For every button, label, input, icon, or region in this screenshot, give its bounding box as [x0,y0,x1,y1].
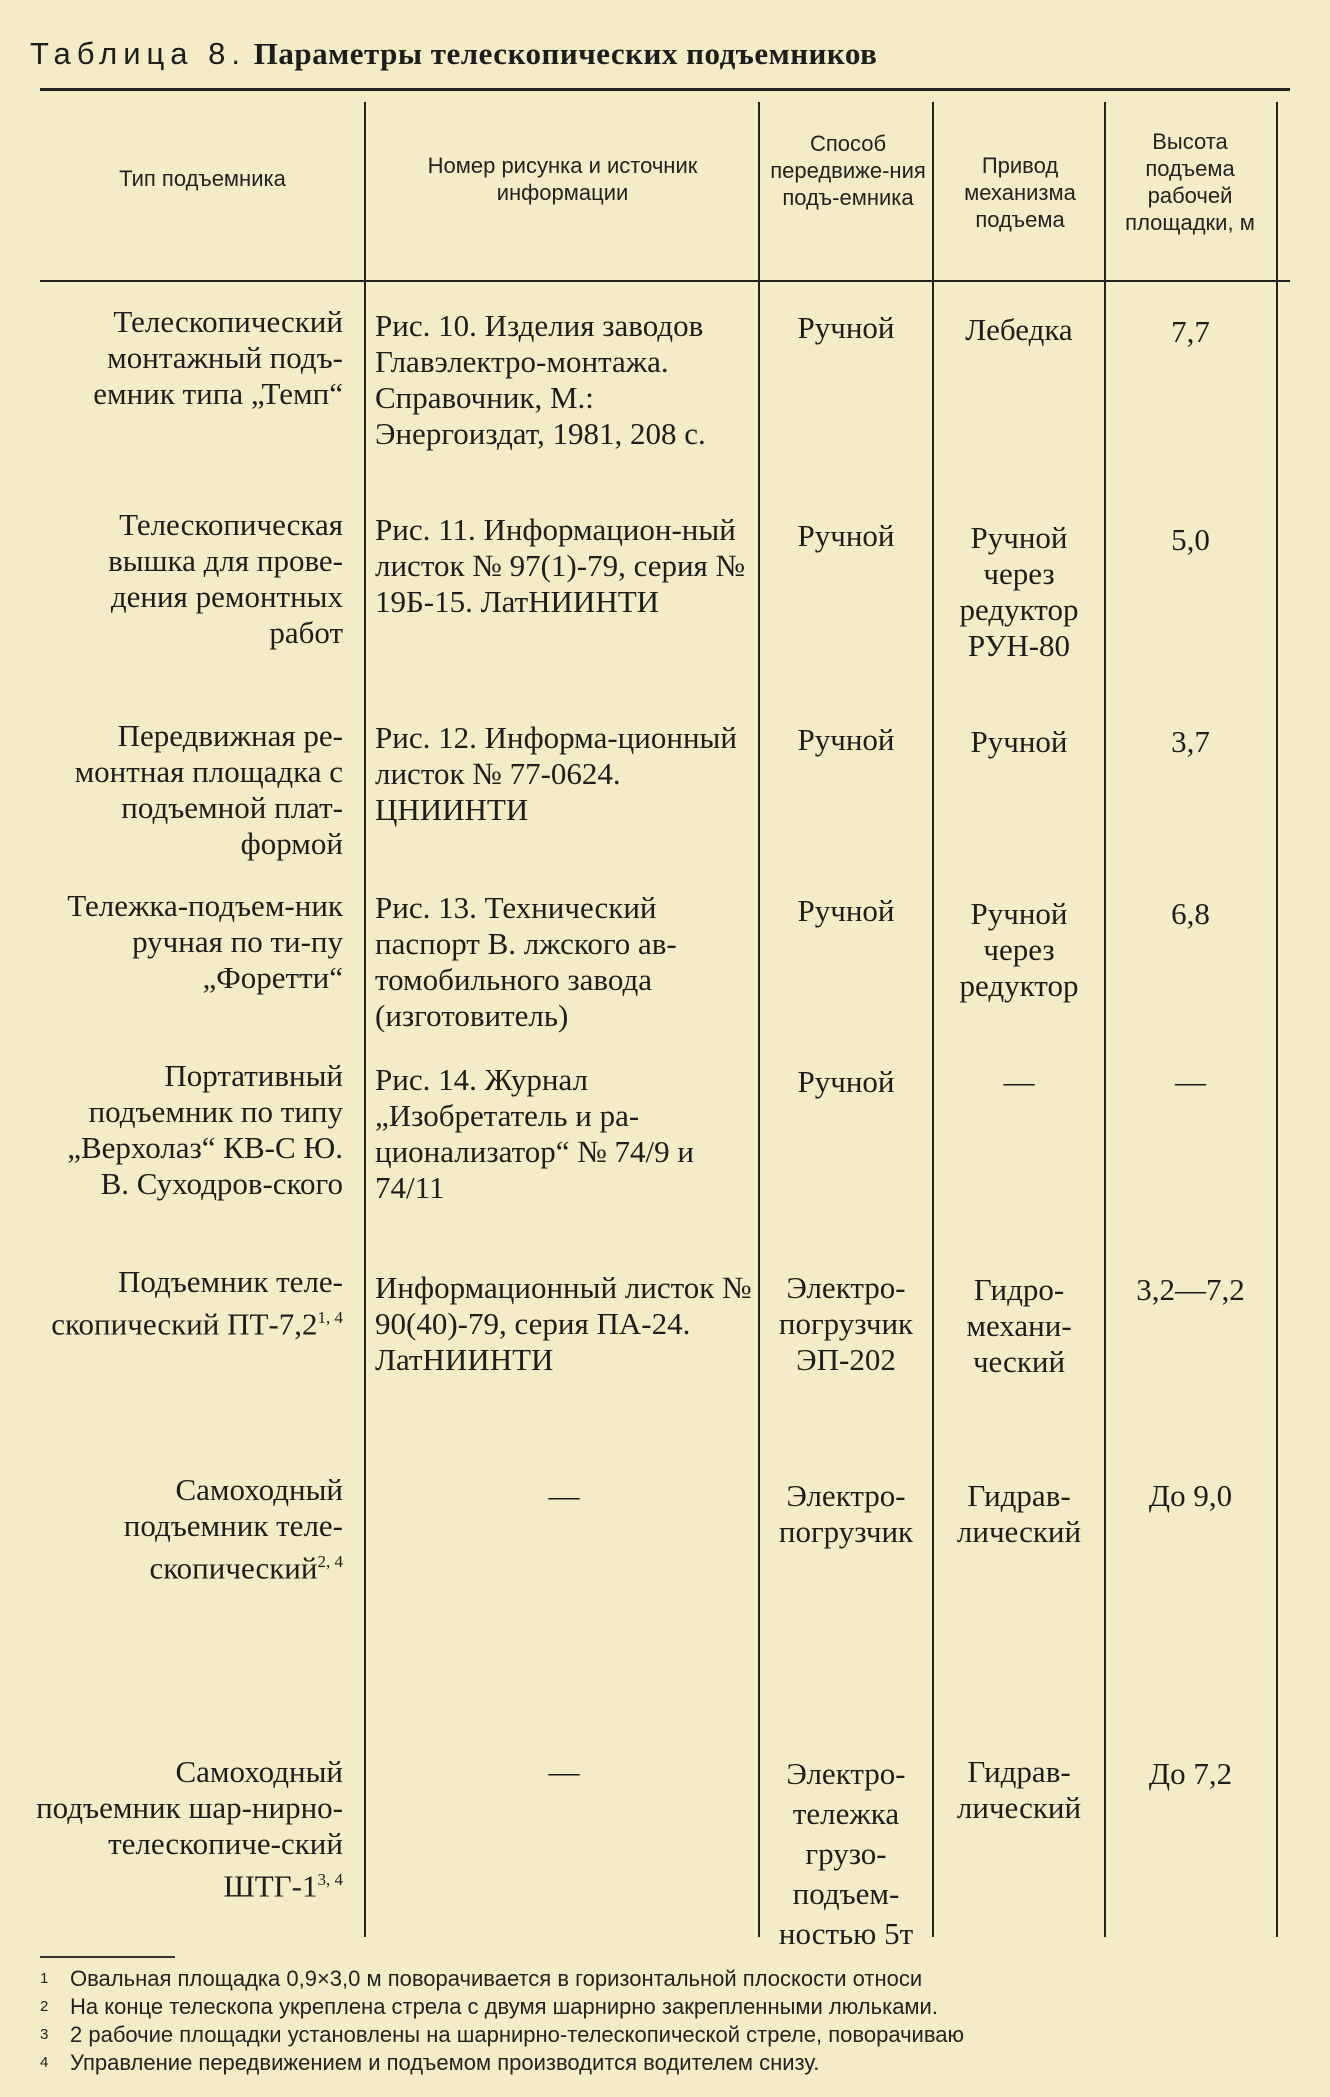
header-drive: Привод механизма подъема [964,153,1076,232]
row-4-type: Тележка-подъем-ник ручная по ти-пу „Форетти“ [67,888,343,995]
row-2-movement: Ручной [797,518,895,553]
row-4-height: 6,8 [1171,896,1210,931]
table-caption: Параметры телескопических подъемников [253,36,878,71]
row-8-type-text: Самоходный подъемник шар-нирно-телескопиче-ский ШТГ-1 [36,1754,343,1904]
row-5-movement: Ручной [797,1064,895,1099]
row-7-type [35,1472,345,1586]
row-4-movement: Ручной [797,893,895,928]
table-number: Таблица 8. [30,36,247,71]
row-3-movement: Ручной [797,722,895,757]
row-4-source: Рис. 13. Технический паспорт В. лжского ав-томобильного завода (изготовитель) [375,890,677,1033]
row-7-height: До 9,0 [1148,1478,1233,1513]
header-type: Тип подъемника [119,166,286,191]
footnote-rule [40,1956,175,1958]
footnote [40,1993,1320,2021]
footnote [40,2021,1320,2049]
row-6-height: 3,2—7,2 [1136,1272,1245,1307]
row-5-type: Портативный подъемник по типу „Верхолаз“ КВ-С Ю. В. Суходров-ского [67,1058,343,1201]
row-7-source: — [548,1478,580,1513]
row-8-movement: Электро-тележка грузо-подъем-ностью 5т [778,1756,914,1951]
row-3-type: Передвижная ре-монтная площадка с подъемной плат-формой [74,718,343,861]
row-8-drive: Гидрав-лический [956,1754,1082,1825]
row-6-source: Информационный листок № 90(40)-79, серия ПА-24. ЛатНИИНТИ [375,1270,752,1377]
row-5-drive: — [1003,1064,1035,1099]
row-3-drive: Ручной [970,724,1068,759]
row-8-footnote-ref: 3, 4 [317,1870,343,1889]
row-7-footnote-ref: 2, 4 [317,1552,343,1571]
row-8-type [35,1754,345,1904]
column-divider [932,102,934,1937]
row-6-footnote-ref: 1, 4 [317,1308,343,1327]
header-movement: Способ передвиже-ния подъ-емника [770,131,926,210]
row-1-drive: Лебедка [965,312,1073,347]
row-3-source: Рис. 12. Информа-ционный листок № 77-0624. ЦНИИНТИ [375,720,737,827]
table-top-rule [40,88,1290,91]
row-7-drive: Гидрав-лический [956,1478,1082,1549]
row-7-movement: Электро-погрузчик [778,1478,914,1549]
column-divider [364,102,366,1937]
row-6-drive: Гидро-механи-ческий [966,1272,1072,1379]
row-1-height: 7,7 [1171,314,1210,349]
row-5-height: — [1175,1064,1206,1099]
row-2-type: Телескопическая вышка для прове-дения ремонтных работ [108,507,343,650]
row-1-source: Рис. 10. Изделия заводов Главэлектро-монтажа. Справочник, М.: Энергоиздат, 1981, 208 с. [375,308,706,451]
footnote [40,1965,1320,1993]
row-8-height: До 7,2 [1148,1756,1233,1791]
column-divider [1276,102,1278,1937]
row-8-source: — [548,1754,580,1789]
row-6-type [35,1264,345,1342]
table-title [30,36,877,72]
row-6-movement: Электро-погрузчик ЭП-202 [778,1270,914,1377]
header-bottom-rule [40,280,1290,282]
footnote-text: Овальная площадка 0,9×3,0 м поворачивается в горизонтальной плоскости относи [70,1966,923,1991]
footnote-mark: 2 [40,1998,49,2015]
row-2-height: 5,0 [1171,522,1210,557]
footnote-mark: 4 [40,2054,49,2071]
header-source: Номер рисунка и источник информации [427,153,698,205]
footnote-mark: 1 [40,1970,49,1987]
footnote [40,2049,1320,2077]
column-divider [1104,102,1106,1937]
row-2-source: Рис. 11. Информацион-ный листок № 97(1)-79, серия № 19Б-15. ЛатНИИНТИ [375,512,746,619]
row-1-movement: Ручной [797,310,895,345]
row-7-type-text: Самоходный подъемник теле-скопический [123,1472,343,1586]
footnote-text: 2 рабочие площадки установлены на шарнирно-телескопической стреле, поворачиваю [70,2022,965,2047]
row-3-height: 3,7 [1171,724,1210,759]
footnote-text: На конце телескопа укреплена стрела с двумя шарнирно закрепленными люльками. [70,1994,938,2019]
row-2-drive: Ручной через редуктор РУН-80 [959,520,1079,663]
footnote-text: Управление передвижением и подъемом производится водителем снизу. [70,2050,820,2075]
header-height: Высота подъема рабочей площадки, м [1125,129,1255,235]
row-4-drive: Ручной через редуктор [959,896,1079,1003]
row-5-source: Рис. 14. Журнал „Изобретатель и ра-ционализатор“ № 74/9 и 74/11 [375,1062,694,1205]
row-6-type-text: Подъемник теле-скопический ПТ-7,2 [51,1264,343,1342]
row-1-type: Телескопический монтажный подъ-емник типа „Темп“ [93,304,343,411]
footnotes [40,1965,1320,2077]
column-divider [758,102,760,1937]
footnote-mark: 3 [40,2026,49,2043]
